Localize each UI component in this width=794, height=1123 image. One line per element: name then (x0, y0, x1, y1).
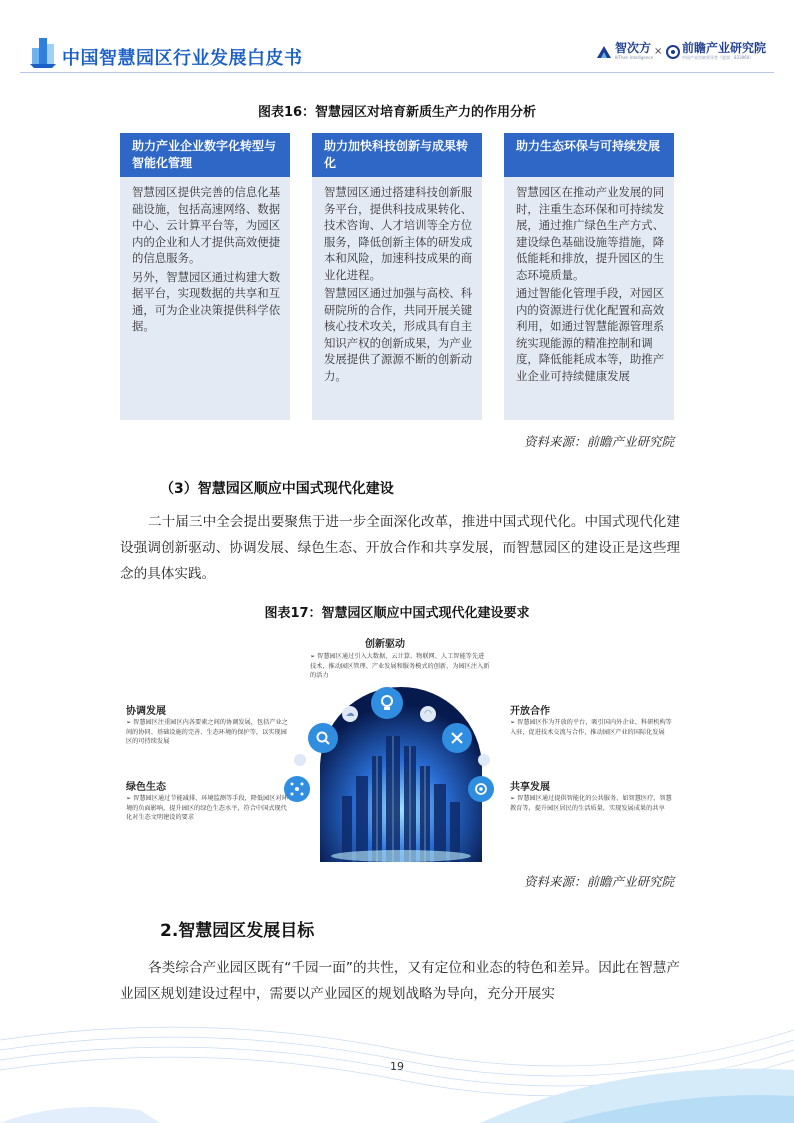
column-paragraph: 通过智能化管理手段，对园区内的资源进行优化配置和高效利用，如通过智慧能源管理系统实现能源的精准控制和调度，降低能耗成本等，助推产业企业可持续健康发展 (516, 286, 665, 383)
page-header (0, 0, 794, 72)
column-paragraph: 另外，智慧园区通过构建大数据平台，实现数据的共享和互通，可为企业决策提供科学依据。 (132, 269, 281, 333)
partner-b-name: 前瞻产业研究院 (682, 41, 767, 55)
figure16-source: 资料来源：前瞻产业研究院 (523, 434, 674, 449)
column-paragraph: 智慧园区通过搭建科技创新服务平台，提供科技成果转化、技术咨询、人才培训等全方位服务，降低创新主体的研发成本和风险，加速科技成果的商业化进程。 (324, 185, 473, 282)
section2-paragraph: 各类综合产业园区既有“千园一面”的共性，又有定位和业态的特色和差异。因此在智慧产业园区规划建设过程中，需要以产业园区的规划战略为导向，充分开展实 (120, 960, 680, 1002)
page-number: 19 (390, 1060, 404, 1073)
green-text: ➢ 智慧园区通过节能减排、环境监测等手段，降低园区对环境的负面影响，提升园区的绿色生态水平，符合中国式现代化对生态文明建设的要求 (126, 795, 288, 821)
column-paragraph: 智慧园区通过加强与高校、科研院所的合作，共同开展关键核心技术攻关，形成具有自主知识产权的创新成果，为产业发展提供了源源不断的创新动力。 (324, 286, 473, 383)
figure16-column-digital (120, 133, 290, 420)
collab-mark: × (654, 46, 663, 57)
share-text: ➢ 智慧园区通过提供智能化的公共服务，如智慧医疗、智慧教育等，提升园区居民的生活质量，实现发展成果的共享 (510, 795, 672, 812)
partner-logo-b (666, 42, 766, 61)
building-logo-icon (30, 34, 56, 68)
partner-logo-a (596, 42, 653, 61)
lightbulb-icon (371, 687, 403, 719)
section3-heading: （3）智慧园区顺应中国式现代化建设 (160, 481, 394, 497)
tools-icon (442, 723, 472, 753)
innovation-text: ➢ 智慧园区通过引入大数据、云计算、物联网、人工智能等先进技术，推动园区管理、产业发展和服务模式的创新，为园区注入新的活力 (310, 653, 490, 679)
column-body (312, 177, 482, 384)
section3-paragraph: 二十届三中全会提出要聚焦于进一步全面深化改革，推进中国式现代化。中国式现代化建设强调创新驱动、协调发展、绿色生态、开放合作和共享发展，而智慧园区的建设正是这些理念的具体实践。 (120, 514, 680, 582)
headset-icon: ◠ (420, 706, 436, 722)
partner-a-sub: IIIThen Intelligence (615, 55, 654, 60)
coordination-title: 协调发展 (126, 706, 166, 717)
open-title: 开放合作 (510, 706, 550, 717)
dot-icon (478, 754, 490, 766)
column-body (504, 177, 674, 384)
figure16-title: 图表16：智慧园区对培育新质生产力的作用分析 (257, 105, 537, 120)
share-title: 共享发展 (510, 782, 550, 793)
column-paragraph: 智慧园区在推动产业发展的同时，注重生态环保和可持续发展，通过推广绿色生产方式、建设绿色基础设施等措施，降低能耗和排放，提升园区的生态环境质量。 (516, 185, 665, 282)
share-icon (468, 776, 494, 802)
cloud-icon: ☁ (342, 706, 358, 722)
figure17-diagram (120, 632, 676, 864)
figure17-source: 资料来源：前瞻产业研究院 (523, 874, 674, 889)
column-heading: 助力产业企业数字化转型与智能化管理 (120, 133, 290, 177)
open-text: ➢ 智慧园区作为开放的平台，吸引国内外企业、科研机构等入驻，促进技术交流与合作，推动园区产业的国际化发展 (510, 719, 672, 736)
search-icon (308, 723, 338, 753)
column-heading: 助力加快科技创新与成果转化 (312, 133, 482, 177)
partner-a-name: 智次方 (615, 41, 652, 55)
figure16-column-innovation (312, 133, 482, 420)
partner-b-sub: 中国产业咨询领导者（股票：833960） (682, 55, 754, 60)
green-title: 绿色生态 (126, 782, 166, 793)
column-heading: 助力生态环保与可持续发展 (504, 133, 674, 177)
coordination-text: ➢ 智慧园区注重园区内各要素之间的协调发展，包括产业之间的协同、基础设施的完善、生态环境的保护等，以实现园区的可持续发展 (126, 719, 288, 745)
header-divider (20, 72, 774, 73)
qianzhan-logo-icon (666, 45, 680, 59)
column-body (120, 177, 290, 335)
figure16-column-ecology (504, 133, 674, 420)
column-paragraph: 智慧园区提供完善的信息化基础设施，包括高速网络、数据中心、云计算平台等，为园区内的企业和人才提供高效便捷的信息服务。 (132, 185, 281, 265)
dot-icon (294, 754, 306, 766)
section2-heading: 2.智慧园区发展目标 (160, 921, 315, 941)
figure17-title: 图表17：智慧园区顺应中国式现代化建设要求 (264, 606, 530, 621)
innovation-title: 创新驱动 (365, 639, 405, 650)
iiithen-logo-icon (596, 44, 612, 60)
document-title: 中国智慧园区行业发展白皮书 (62, 48, 303, 69)
